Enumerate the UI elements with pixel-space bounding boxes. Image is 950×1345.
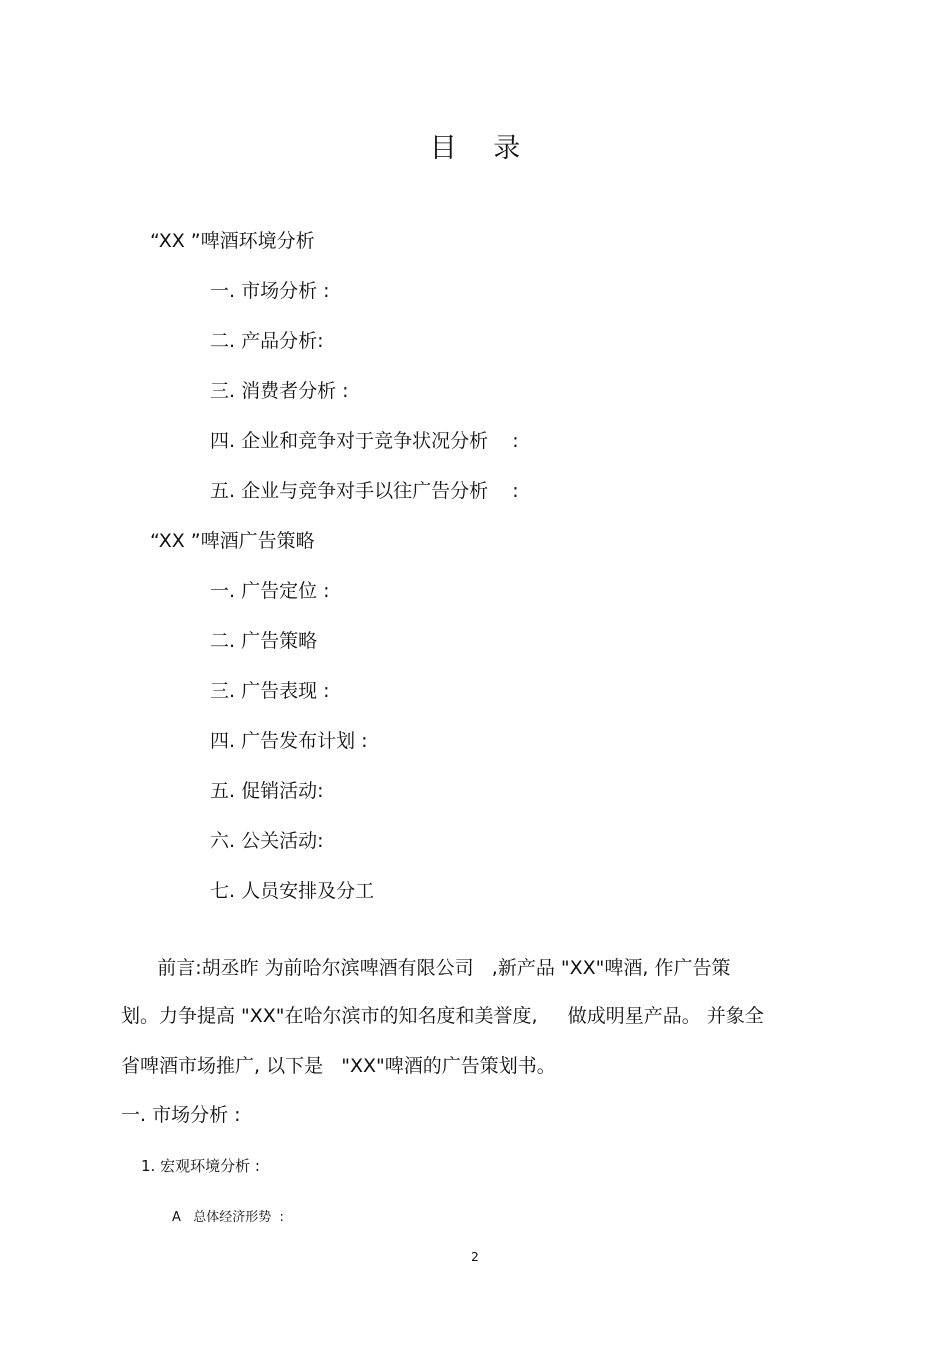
toc-section-environment-analysis: “XX ”啤酒环境分析 — [150, 230, 315, 252]
toc-item-promotion: 五. 促销活动: — [210, 780, 324, 802]
heading-macro-environment: 1. 宏观环境分析 : — [141, 1157, 260, 1175]
heading-market-analysis: 一. 市场分析 : — [121, 1104, 241, 1126]
toc-item-ad-positioning: 一. 广告定位 : — [210, 580, 330, 602]
toc-item-ad-strategy: 二. 广告策略 — [210, 630, 318, 652]
heading-economic-situation: A 总体经济形势 : — [172, 1210, 284, 1225]
toc-section-advertising-strategy: “XX ”啤酒广告策略 — [150, 530, 315, 552]
toc-item-competition-status: 四. 企业和竞争对于竞争状况分析 : — [210, 430, 519, 452]
page-title: 目 录 — [429, 133, 535, 164]
toc-item-market-analysis: 一. 市场分析 : — [210, 280, 330, 302]
toc-item-staffing: 七. 人员安排及分工 — [210, 880, 375, 902]
toc-item-ad-publishing-plan: 四. 广告发布计划 : — [210, 730, 368, 752]
preface-line-2: 划。力争提高 "XX"在哈尔滨市的知名度和美誉度, 做成明星产品。 并象全 — [121, 1005, 764, 1027]
preface-line-3: 省啤酒市场推广, 以下是 "XX"啤酒的广告策划书。 — [121, 1055, 556, 1077]
preface-line-1: 前言:胡丞昨 为前哈尔滨啤酒有限公司 ,新产品 "XX"啤酒, 作广告策 — [121, 957, 731, 979]
toc-item-product-analysis: 二. 产品分析: — [210, 330, 324, 352]
toc-item-ad-expression: 三. 广告表现 : — [210, 680, 330, 702]
toc-item-consumer-analysis: 三. 消费者分析 : — [210, 380, 349, 402]
toc-item-public-relations: 六. 公关活动: — [210, 830, 324, 852]
toc-item-past-advertising: 五. 企业与竞争对手以往广告分析 : — [210, 480, 519, 502]
page-number: 2 — [471, 1250, 479, 1264]
